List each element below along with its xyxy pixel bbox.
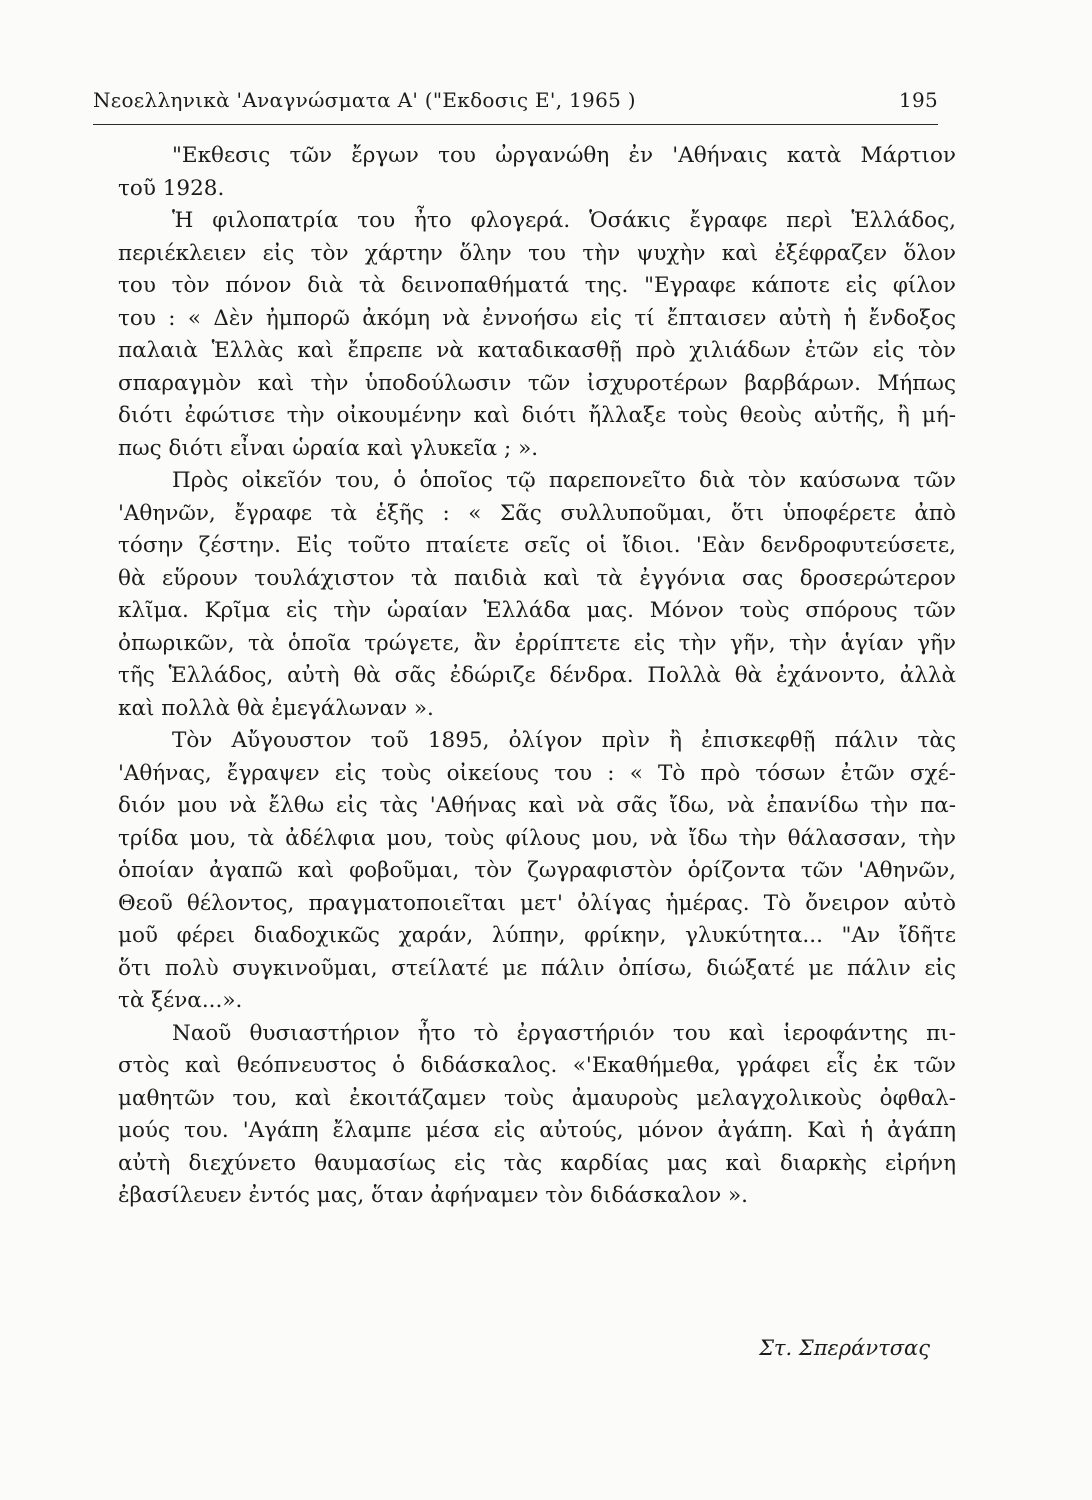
text-line: ὁποίαν ἀγαπῶ καὶ φοβοῦμαι, τὸν ζωγραφιστὸν ὁρίζοντα τῶν 'Αθηνῶν, <box>118 858 956 883</box>
text-line: θὰ εὕρουν τουλάχιστον τὰ παιδιὰ καὶ τὰ ἐγγόνια σας δροσερώτερον <box>118 565 956 591</box>
text-line: ὅτι πολὺ συγκινοῦμαι, στείλατέ με πάλιν ὀπίσω, διώξατέ με πάλιν εἰς <box>118 955 956 981</box>
text-line: τῆς Ἑλλάδος, αὐτὴ θὰ σᾶς ἐδώριζε δένδρα. Πολλὰ θὰ ἐχάνοντο, ἀλλὰ <box>118 663 956 688</box>
article-body <box>118 140 956 1213</box>
text-line: 'Αθηνῶν, ἔγραφε τὰ ἑξῆς : « Σᾶς συλλυποῦμαι, ὅτι ὑποφέρετε ἀπὸ <box>118 500 956 526</box>
text-line: Τὸν Αὔγουστον τοῦ 1895, ὀλίγον πρὶν ἢ ἐπισκεφθῇ πάλιν τὰς <box>172 728 956 753</box>
text-line: τρίδα μου, τὰ ἀδέλφια μου, τοὺς φίλους μου, νὰ ἴδω τὴν θάλασσαν, τὴν <box>118 825 956 851</box>
text-line: διόν μου νὰ ἔλθω εἰς τὰς 'Αθήνας καὶ νὰ σᾶς ἴδω, νὰ ἐπανίδω τὴν πα- <box>118 793 956 818</box>
text-line: καὶ πολλὰ θὰ ἐμεγάλωναν ». <box>118 695 434 721</box>
text-line: διότι ἐφώτισε τὴν οἰκουμένην καὶ διότι ἤλλαξε τοὺς θεοὺς αὐτῆς, ἢ μή- <box>118 403 956 428</box>
text-line: κλῖμα. Κρῖμα εἰς τὴν ὡραίαν Ἑλλάδα μας. Μόνον τοὺς σπόρους τῶν <box>118 598 956 623</box>
text-line: τὰ ξένα...». <box>118 988 243 1013</box>
text-line: μαθητῶν του, καὶ ἐκοιτάζαμεν τοὺς ἀμαυροὺς μελαγχολικοὺς ὀφθαλ- <box>118 1085 956 1111</box>
running-head-title: Νεοελληνικὰ 'Αναγνώσματα Α' ("Εκδοσις Ε', 1965 ) <box>93 88 636 112</box>
text-line: Ναοῦ θυσιαστήριον ἦτο τὸ ἐργαστήριόν του καὶ ἱεροφάντης πι- <box>172 1020 956 1046</box>
page-number: 195 <box>898 88 938 112</box>
text-line: Θεοῦ θέλοντος, πραγματοποιεῖται μετ' ὀλίγας ἡμέρας. Τὸ ὄνειρον αὐτὸ <box>118 890 956 916</box>
text-line: ἐβασίλευεν ἐντός μας, ὅταν ἀφήναμεν τὸν διδάσκαλον ». <box>118 1183 748 1208</box>
text-line: του : « Δὲν ἠμπορῶ ἀκόμη νὰ ἐννοήσω εἰς τί ἔπταισεν αὐτὴ ἡ ἔνδοξος <box>118 305 956 331</box>
running-head <box>93 88 938 118</box>
text-line: 'Αθήνας, ἔγραψεν εἰς τοὺς οἰκείους του : « Τὸ πρὸ τόσων ἐτῶν σχέ- <box>118 760 956 786</box>
text-line: ὀπωρικῶν, τὰ ὁποῖα τρώγετε, ἂν ἐρρίπτετε εἰς τὴν γῆν, τὴν ἁγίαν γῆν <box>118 630 956 656</box>
text-line: του τὸν πόνον διὰ τὰ δεινοπαθήματά της. "Εγραφε κάποτε εἰς φίλον <box>118 273 956 298</box>
text-line: μοῦ φέρει διαδοχικῶς χαράν, λύπην, φρίκην, γλυκύτητα... "Αν ἴδῆτε <box>118 923 956 948</box>
text-line: "Εκθεσις τῶν ἔργων του ὠργανώθη ἐν 'Αθήναις κατὰ Μάρτιον <box>172 143 956 168</box>
text-line: περιέκλειεν εἰς τὸν χάρτην ὅλην του τὴν ψυχὴν καὶ ἐξέφραζεν ὅλον <box>118 240 956 266</box>
text-line: αὐτὴ διεχύνετο θαυμασίως εἰς τὰς καρδίας μας καὶ διαρκὴς εἰρήνη <box>118 1150 956 1176</box>
text-line: παλαιὰ Ἑλλὰς καὶ ἔπρεπε νὰ καταδικασθῇ πρὸ χιλιάδων ἐτῶν εἰς τὸν <box>118 338 956 363</box>
text-line: σπαραγμὸν καὶ τὴν ὑποδούλωσιν τῶν ἰσχυροτέρων βαρβάρων. Μήπως <box>118 370 956 396</box>
text-line: πως διότι εἶναι ὡραία καὶ γλυκεῖα ; ». <box>118 435 539 461</box>
author-signature: Στ. Σπεράντσας <box>759 1336 930 1360</box>
text-line: μούς του. 'Αγάπη ἔλαμπε μέσα εἰς αὐτούς, μόνον ἀγάπη. Καὶ ἡ ἀγάπη <box>118 1118 956 1143</box>
text-line: Ἡ φιλοπατρία του ἦτο φλογερά. Ὁσάκις ἔγραφε περὶ Ἑλλάδος, <box>172 208 956 233</box>
text-line: στὸς καὶ θεόπνευστος ὁ διδάσκαλος. «'Εκαθήμεθα, γράφει εἷς ἐκ τῶν <box>118 1053 956 1078</box>
text-line: τόσην ζέστην. Εἰς τοῦτο πταίετε σεῖς οἱ ἴδιοι. 'Εὰν δενδροφυτεύσετε, <box>118 533 956 558</box>
text-line: Πρὸς οἰκεῖόν του, ὁ ὁποῖος τῷ παρεπονεῖτο διὰ τὸν καύσωνα τῶν <box>172 468 956 493</box>
text-line: τοῦ 1928. <box>118 175 225 201</box>
header-rule <box>93 124 938 125</box>
